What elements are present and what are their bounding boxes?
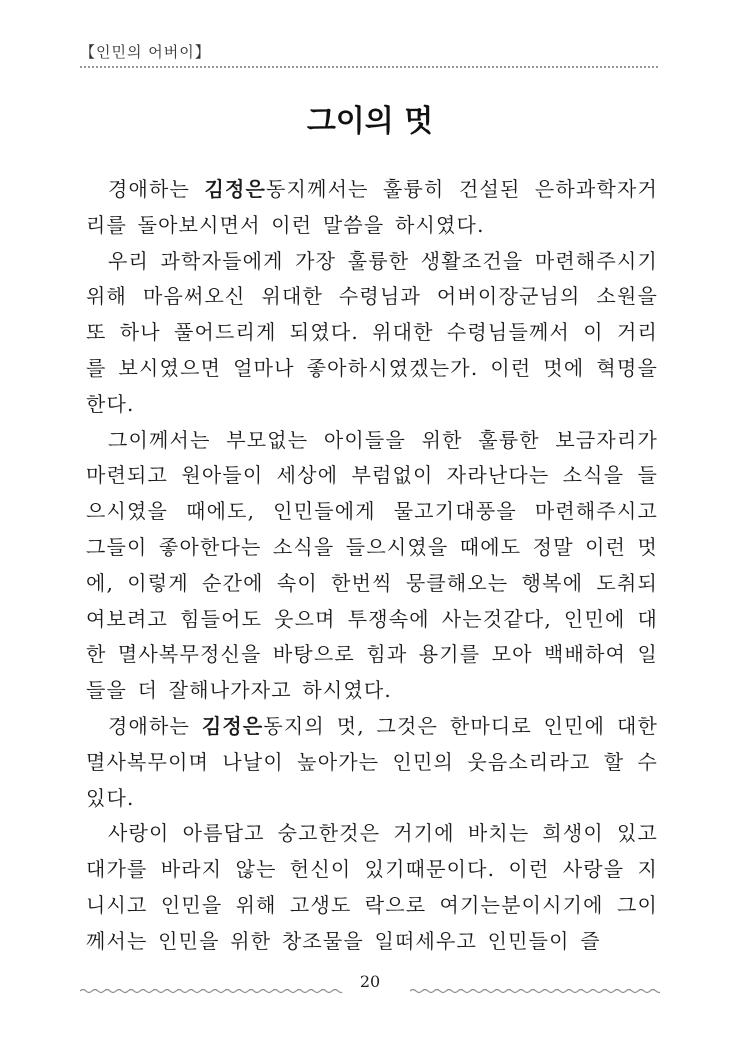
- paragraph-4: [86, 709, 658, 816]
- paragraph-1-post: 동지께서는 훌륭히 건설된 은하과학자거리를 돌아보시면서 이런 말씀을 하시였다.: [86, 177, 659, 237]
- paragraph-1-pre: 경애하는: [108, 177, 205, 201]
- paragraph-4-pre: 경애하는: [108, 713, 202, 738]
- body-text: [86, 172, 658, 960]
- paragraph-2: 우리 과학자들에게 가장 훌륭한 생활조건을 마련해주시기 위해 마음써오신 위대한 수령님과 어버이장군님의 소원을 또 하나 풀어드리게 되였다. 위대한 수령님들께서 이 거리를 보시였으면 얼마나 좋아하시였겠는가. 이런 멋에 혁명을 한다.: [86, 248, 658, 416]
- page-title: 그이의 멋: [306, 104, 434, 139]
- page-number: 20: [359, 972, 381, 991]
- running-header: 【인민의 어버이】: [80, 43, 211, 61]
- paragraph-1: [86, 172, 658, 244]
- paragraph-3: 그이께서는 부모없는 아이들을 위한 훌륭한 보금자리가 마련되고 원아들이 세상에 부럼없이 자라난다는 소식을 들으시였을 때에도, 인민들에게 물고기대풍을 마련해주시고 그들이 좋아한다는 소식을 들으시였을 때에도 정말 이런 멋에, 이렇게 순간에 속이 한번씩 뭉클해오는 행복에 도취되여보려고 힘들어도 웃으며 투쟁속에 사는것같다, 인민에 대한 멸사복무정신을 바탕으로 힘과 용기를 모아 백배하여 일들을 더 잘해나가자고 하시였다.: [86, 427, 658, 703]
- paragraph-5: 사랑이 아름답고 숭고한것은 거기에 바치는 희생이 있고 대가를 바라지 않는 헌신이 있기때문이다. 이런 사랑을 지니시고 인민을 위해 고생도 락으로 여기는분이시기에 그이께서는 인민을 위한 창조물을 일떠세우고 인민들이 즐: [86, 821, 658, 953]
- footer-ornament-right: [410, 988, 660, 994]
- leader-name: 김정은: [204, 177, 267, 201]
- leader-name: 김정은: [201, 713, 264, 738]
- paragraph-4-post: 동지의 멋, 그것은 한마디로 인민에 대한 멸사복무이며 나날이 높아가는 인민의 웃음소리라고 할 수 있다.: [86, 713, 658, 810]
- header-divider: [80, 66, 658, 68]
